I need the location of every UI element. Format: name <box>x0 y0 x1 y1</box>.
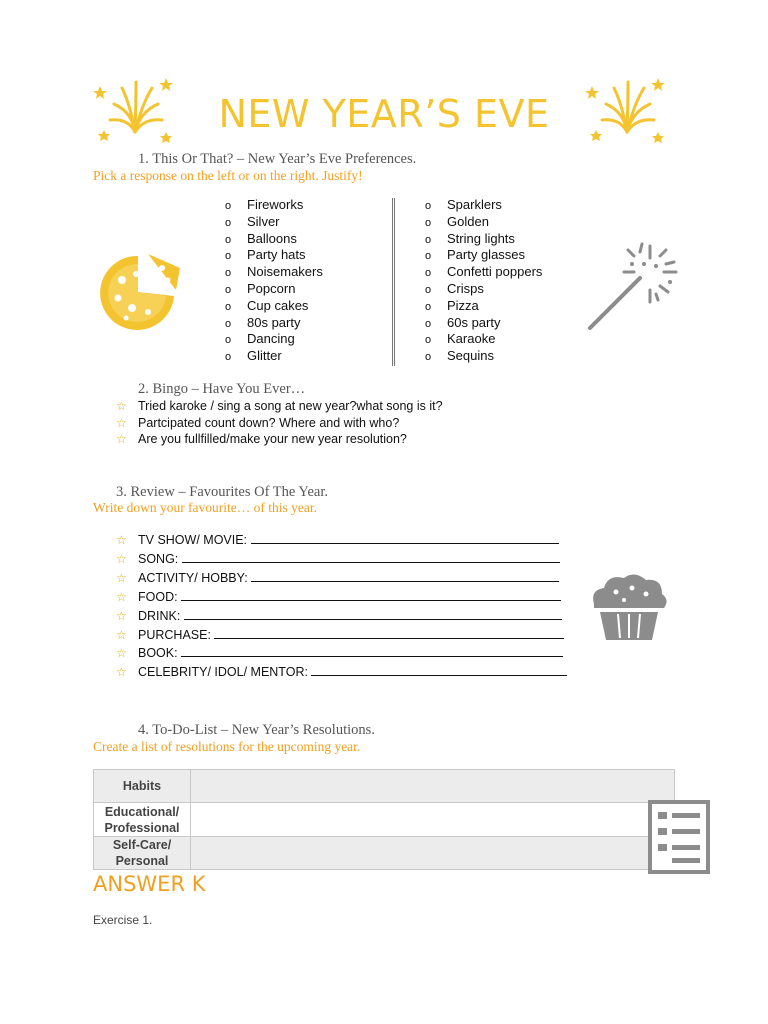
answer-key-heading: ANSWER K <box>93 872 206 896</box>
table-row <box>94 803 675 837</box>
section4-instruction: Create a list of resolutions for the upcoming year. <box>93 739 361 754</box>
star-bullet-icon: ☆ <box>116 399 127 413</box>
section4-heading: 4. To-Do-List – New Year’s Resolutions. <box>138 722 375 738</box>
list-item: o Noisemakers <box>225 264 323 280</box>
list-item: o 60s party <box>425 314 501 330</box>
list-item: o Party hats <box>225 247 306 263</box>
list-item: o Pizza <box>425 297 479 313</box>
table-cell[interactable] <box>191 803 675 837</box>
list-item: ☆ BOOK: <box>116 644 567 663</box>
list-item: ☆ CELEBRITY/ IDOL/ MENTOR: <box>116 663 567 682</box>
section1-heading: 1. This Or That? – New Year’s Eve Preferences. <box>138 151 417 167</box>
row-label: Self-Care/ Personal <box>94 837 191 870</box>
answer-line[interactable] <box>214 628 564 639</box>
answer-line[interactable] <box>311 665 567 676</box>
list-item: o Sparklers <box>425 197 502 212</box>
answer-line[interactable] <box>251 533 559 544</box>
table-cell[interactable] <box>191 770 675 803</box>
answer-line[interactable] <box>181 590 561 601</box>
star-bullet-icon: ☆ <box>116 533 127 547</box>
list-item: o Sequins <box>425 348 494 364</box>
page-title: NEW YEAR’S EVE <box>218 92 550 136</box>
star-bullet-icon: ☆ <box>116 432 127 446</box>
row-label: Educational/ Professional <box>94 803 191 837</box>
list-item: o Silver <box>225 213 280 229</box>
list-item: o Crisps <box>425 280 484 296</box>
list-item: o 80s party <box>225 314 301 330</box>
exercise-label: Exercise 1. <box>93 913 153 927</box>
section3-heading: 3. Review – Favourites Of The Year. <box>116 484 328 500</box>
list-item: o Dancing <box>225 331 295 347</box>
list-item: o Confetti poppers <box>425 264 543 280</box>
resolutions-table <box>93 769 675 870</box>
table-row <box>94 770 675 803</box>
left-options-list <box>225 197 323 365</box>
list-item: o String lights <box>425 230 515 246</box>
list-item: o Glitter <box>225 348 282 364</box>
list-item: ☆ Tried karoke / sing a song at new year?what song is it? <box>116 399 443 413</box>
answer-line[interactable] <box>184 609 562 620</box>
section3-instruction: Write down your favourite… of this year. <box>93 500 318 515</box>
table-cell[interactable] <box>191 837 675 870</box>
bingo-list <box>116 398 443 448</box>
column-divider <box>392 198 395 366</box>
list-item: o Golden <box>425 213 489 229</box>
list-item: ☆ DRINK: <box>116 607 567 626</box>
list-item: o Popcorn <box>225 280 296 296</box>
star-bullet-icon: ☆ <box>116 665 127 680</box>
list-item: ☆ Are you fullfilled/make your new year resolution? <box>116 432 407 446</box>
checklist-icon <box>648 800 710 874</box>
star-bullet-icon: ☆ <box>116 608 127 623</box>
right-options-list <box>425 197 542 365</box>
list-item: ☆ PURCHASE: <box>116 626 567 645</box>
row-label: Habits <box>94 770 191 803</box>
list-item: ☆ SONG: <box>116 550 567 569</box>
pizza-icon <box>96 250 186 336</box>
list-item: o Balloons <box>225 230 297 246</box>
list-item: o Party glasses <box>425 247 526 263</box>
table-row <box>94 837 675 870</box>
answer-line[interactable] <box>182 552 560 563</box>
list-item: ☆ TV SHOW/ MOVIE: <box>116 531 567 550</box>
section2-heading: 2. Bingo – Have You Ever… <box>138 381 306 397</box>
cupcake-icon <box>588 572 670 642</box>
favourites-list <box>116 531 567 682</box>
list-item: o Cup cakes <box>225 297 309 313</box>
star-bullet-icon: ☆ <box>116 570 127 585</box>
star-bullet-icon: ☆ <box>116 627 127 642</box>
star-bullet-icon: ☆ <box>116 646 127 661</box>
star-bullet-icon: ☆ <box>116 589 127 604</box>
list-item: ☆ ACTIVITY/ HOBBY: <box>116 569 567 588</box>
answer-line[interactable] <box>251 571 559 582</box>
list-item: o Fireworks <box>225 197 304 212</box>
star-bullet-icon: ☆ <box>116 415 127 430</box>
star-bullet-icon: ☆ <box>116 551 127 566</box>
list-item: ☆ FOOD: <box>116 588 567 607</box>
sparkler-icon <box>584 242 680 334</box>
list-item: o Karaoke <box>425 331 496 347</box>
answer-line[interactable] <box>181 646 563 657</box>
list-item: ☆ Partcipated count down? Where and with who? <box>116 415 400 430</box>
section1-instruction: Pick a response on the left or on the right. Justify! <box>93 168 363 183</box>
